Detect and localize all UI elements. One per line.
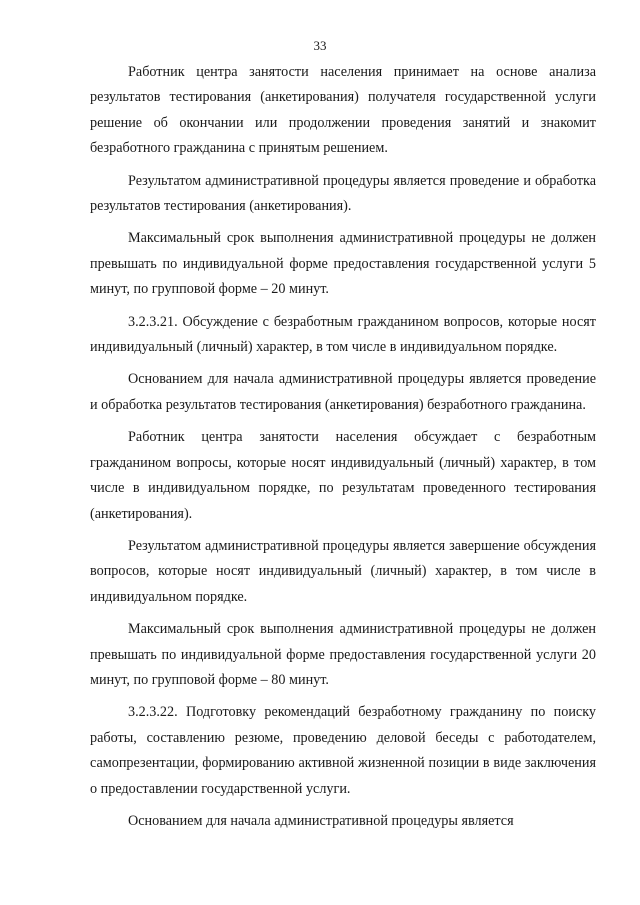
paragraph: Основанием для начала административной процедуры является проведение и обработка результатов тестирования (анкетирования) безработного гражданина. [90,371,596,413]
paragraph: 3.2.3.21. Обсуждение с безработным гражданином вопросов, которые носят индивидуальный (личный) характер, в том числе в индивидуальном порядке. [90,313,596,356]
paragraph: Результатом административной процедуры является проведение и обработка результатов тестирования (анкетирования). [90,172,596,215]
paragraph: Максимальный срок выполнения административной процедуры не должен превышать по индивидуальной форме предоставления государственной услуги 5 минут, по групповой форме – 20 минут. [90,230,596,298]
page-number: 33 [313,38,327,53]
paragraph: Работник центра занятости населения принимает на основе анализа результатов тестирования (анкетирования) получателя государственной услуги решение об окончании или продолжении проведения занятий и знакомит безработного гражданина с принятым решением. [90,64,596,157]
paragraph: Результатом административной процедуры является завершение обсуждения вопросов, которые носят индивидуальный (личный) характер, в том числе в индивидуальном порядке. [90,537,596,605]
paragraph: Максимальный срок выполнения административной процедуры не должен превышать по индивидуальной форме предоставления государственной услуги 20 минут, по групповой форме – 80 минут. [90,621,596,688]
paragraph: 3.2.3.22. Подготовку рекомендаций безработному гражданину по поиску работы, составлению резюме, проведению деловой беседы с работодателем, самопрезентации, формированию активной жизненной позиции в виде заключения о предоставлении государственной услуги. [90,704,596,797]
paragraph: Основанием для начала административной процедуры является [128,812,514,829]
paragraph: Работник центра занятости населения обсуждает с безработным гражданином вопросы, которые носят индивидуальный (личный) характер, в том числе в индивидуальном порядке, по результатам проведенного тестирования (анкетирования). [90,429,596,522]
document-body [90,60,596,841]
